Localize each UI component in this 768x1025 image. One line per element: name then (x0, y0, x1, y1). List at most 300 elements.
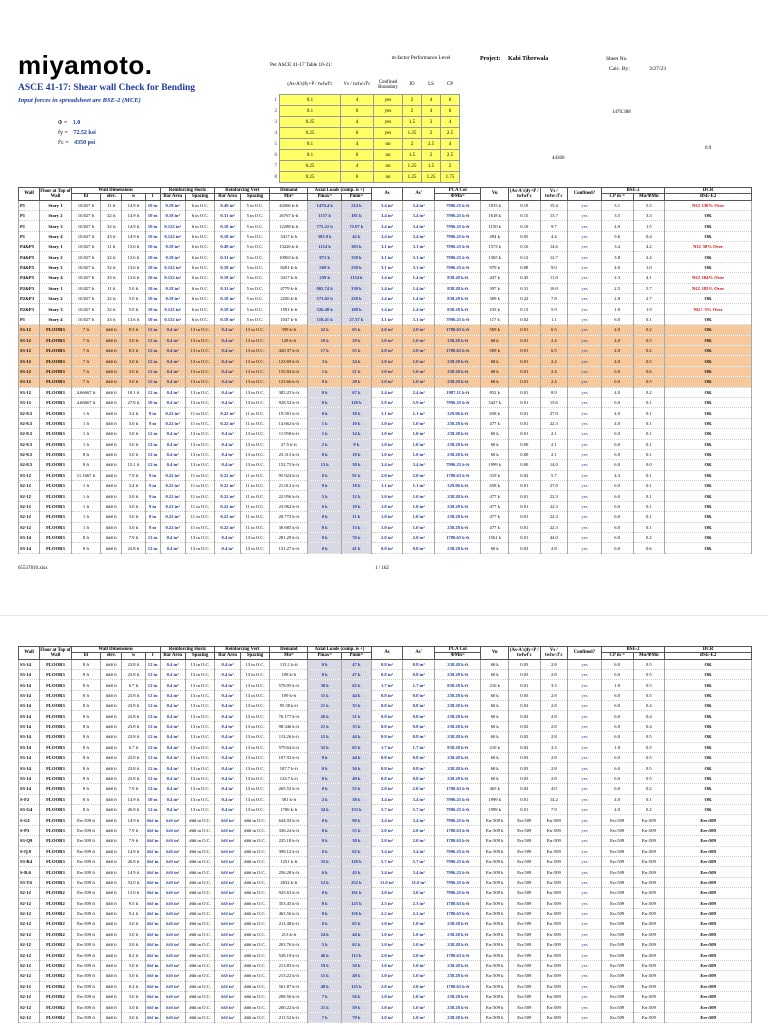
table-cell: 13 in O.C. (185, 742, 215, 752)
table-cell: 11 in O.C. (240, 481, 270, 491)
table-cell: ### in² (215, 1002, 240, 1012)
fy-value[interactable]: 72.52 ksi (73, 130, 96, 136)
table-cell: 2.4 in² (371, 387, 403, 397)
table-cell: 5 in O.C. (240, 210, 270, 220)
perf-cell-io[interactable]: 2 (403, 106, 422, 117)
table-cell: 6.0 (601, 711, 633, 721)
table-cell: 0.4 in² (215, 763, 240, 773)
table-cell: 9 in (145, 501, 160, 511)
table-cell: 0.4 in² (215, 721, 240, 731)
table-cell: 60 k (481, 753, 508, 763)
table-cell: 252 k (342, 877, 372, 887)
table-cell: 12 in (145, 763, 160, 773)
perf-cell-a[interactable]: 0.1 (280, 106, 341, 117)
table-cell: 1.5 (633, 221, 665, 231)
table-cell: 60 k (481, 721, 508, 731)
table-cell: 22.3 (540, 512, 567, 522)
column-header-floor: Floor at Top of Wall (40, 647, 71, 658)
table-cell: Err:509 (665, 992, 752, 1002)
perf-cell-a[interactable]: 0.25 (280, 128, 341, 139)
table-cell: Err:509 (601, 919, 633, 929)
perf-cell-io[interactable]: 1.25 (403, 161, 422, 172)
perf-cell-ls[interactable]: 1.25 (422, 172, 441, 183)
table-cell: ### ft (101, 992, 122, 1002)
perf-cell-ls[interactable]: 4 (422, 106, 441, 117)
table-cell: 11 ft (101, 242, 122, 252)
table-cell: 238.28 k-ft (435, 690, 481, 700)
table-cell: 3.0 ft (122, 960, 145, 970)
table-cell: 12 in (145, 732, 160, 742)
perf-cell-c[interactable]: yes (374, 128, 403, 139)
table-cell: ### in (145, 1002, 160, 1012)
table-cell: 2.5 (601, 283, 633, 293)
table-cell: ### ft (101, 971, 122, 981)
table-cell: OK (665, 501, 752, 511)
table-cell: 5 in O.C. (240, 200, 270, 210)
table-cell: Err:509 (633, 1012, 665, 1022)
table-cell: 4.2 (633, 242, 665, 252)
table-cell: 838.28 k-ft (435, 304, 481, 314)
table-cell: 1 ft (71, 481, 101, 491)
perf-cell-c[interactable]: no (374, 172, 403, 183)
table-cell: 1.0 in² (403, 929, 435, 939)
table-cell: yes (568, 815, 602, 825)
perf-cell-a[interactable]: 0.25 (280, 172, 341, 183)
table-cell: ### in² (215, 929, 240, 939)
table-row (19, 522, 752, 532)
table-cell: 23.8 ft (122, 543, 145, 553)
table-cell: 11 in O.C. (240, 418, 270, 428)
table-cell: 6.0 (601, 784, 633, 794)
table-cell: NG! 58% Over (665, 242, 752, 252)
table-cell: 2.0 in² (371, 825, 403, 835)
table-cell: ### in² (215, 898, 240, 908)
column-subheader-phimn-11: ΦMn= (435, 194, 481, 200)
perf-cell-io[interactable]: 1.25 (403, 128, 422, 139)
table-cell: 6.0 (601, 512, 633, 522)
table-cell: 0 k (308, 481, 342, 491)
table-cell: S2-12 (19, 960, 40, 970)
perf-cell-io[interactable]: 1.5 (403, 117, 422, 128)
table-row (19, 335, 752, 345)
table-cell: Err:509 (633, 940, 665, 950)
table-row (19, 242, 752, 252)
table-cell: 5 k (308, 940, 342, 950)
perf-cell-cp[interactable]: 4 (441, 139, 460, 150)
table-row (19, 784, 752, 794)
table-cell: OK (665, 742, 752, 752)
table-cell: ### in² (160, 1012, 185, 1022)
table-cell: Err:509 (601, 867, 633, 877)
table-cell: FLOOR3 (40, 732, 72, 742)
perf-cell-io[interactable]: 1.25 (403, 172, 422, 183)
table-cell: 3.5 (601, 210, 633, 220)
table-cell: 8 ft (71, 460, 101, 470)
table-cell: 13 in O.C. (240, 460, 270, 470)
perf-cell-io[interactable]: 2 (403, 139, 422, 150)
table-cell: Err:509 (633, 919, 665, 929)
table-cell: ### in (145, 867, 160, 877)
table-cell: 7996.25 k-ft (435, 221, 481, 231)
table-cell: Err:509 (540, 836, 567, 846)
table-cell: 75.07 k (342, 221, 372, 231)
table-cell: Err:509 (508, 940, 540, 950)
table-cell: 13 in O.C. (185, 763, 215, 773)
column-header-horiz: Reinforcing Horiz (160, 647, 215, 653)
table-cell: Err:509 (633, 877, 665, 887)
table-cell: ### in² (215, 856, 240, 866)
table-cell: 1047 k-ft (270, 314, 308, 324)
table-cell: yes (568, 1012, 602, 1022)
table-row (19, 439, 752, 449)
table-cell: 2.0 in² (371, 346, 403, 356)
perf-cell-a[interactable]: 0.1 (280, 139, 341, 150)
phi-value[interactable]: 1.0 (72, 120, 81, 126)
table-cell: 44366 k-ft (270, 200, 308, 210)
table-cell: 5.9 in² (371, 397, 403, 407)
project-name[interactable]: Kabi Tibrewala (508, 56, 549, 62)
perf-cell-b[interactable]: 6 (341, 150, 374, 161)
table-cell: FLOOR3 (40, 794, 72, 804)
perf-row (265, 95, 460, 106)
table-cell: 7 ft (71, 325, 101, 335)
table-cell: ### in O.C. (185, 940, 215, 950)
table-cell: 3.4 in² (403, 200, 435, 210)
column-header-bse2: BSE-2 (601, 188, 664, 194)
table-cell: Err:509 (508, 908, 540, 918)
perf-cell-io[interactable]: 1.5 (403, 150, 422, 161)
table-row (19, 856, 752, 866)
table-cell: 0.2 (633, 387, 665, 397)
perf-cell-a[interactable]: 0.1 (280, 150, 341, 161)
table-cell: 3.1 in² (371, 242, 403, 252)
table-cell: 319 k (481, 470, 508, 480)
table-cell: 1134 k (342, 273, 372, 283)
table-cell: 13 k (342, 522, 372, 532)
table-cell: 76.177 k-ft (270, 711, 308, 721)
table-cell: 6.0 (601, 439, 633, 449)
table-cell: 13 in O.C. (240, 325, 270, 335)
table-cell: 5 in O.C. (240, 262, 270, 272)
perf-cell-cp[interactable]: 2.5 (441, 128, 460, 139)
table-cell: S3-14 (19, 669, 40, 679)
table-cell: 3.4 in² (403, 221, 435, 231)
table-cell: OK (665, 533, 752, 543)
table-cell: 0.5 (633, 335, 665, 345)
table-cell: 1780.63 k-ft (435, 836, 481, 846)
table-cell: ### in (145, 929, 160, 939)
table-cell: 397 k (481, 283, 508, 293)
table-cell: ### ft (101, 1012, 122, 1022)
table-cell: 2.7 (633, 294, 665, 304)
perf-cell-cp[interactable]: 4 (441, 117, 460, 128)
table-cell: 0.01 (508, 794, 540, 804)
column-subheader-phimn-11: ΦMn= (435, 653, 481, 659)
table-cell: ### in² (215, 836, 240, 846)
table-cell: OK (665, 481, 752, 491)
table-cell: P1 (19, 210, 40, 220)
table-cell: 1 k (308, 366, 342, 376)
table-cell: Story 2 (40, 252, 72, 262)
table-cell: 13.7 (540, 210, 567, 220)
table-cell: yes (568, 784, 602, 794)
table-cell: 1.0 in² (403, 512, 435, 522)
table-cell: ### ft (101, 543, 122, 553)
table-cell: yes (568, 753, 602, 763)
table-cell: 13 in O.C. (240, 732, 270, 742)
table-cell: FLOOR3 (40, 763, 72, 773)
table-cell: FLOOR3 (40, 836, 72, 846)
table-cell: S2-12 (19, 992, 40, 1002)
table-cell: 5.9 (540, 304, 567, 314)
perf-cell-b[interactable]: 4 (341, 95, 374, 106)
table-cell: 0.15 (508, 210, 540, 220)
table-cell: P2&P3 (19, 294, 40, 304)
table-cell: 8 ft (71, 805, 101, 815)
table-cell: 9 in (145, 491, 160, 501)
perf-cell-c[interactable]: yes (374, 117, 403, 128)
perf-cell-cp[interactable]: 6 (441, 95, 460, 106)
table-cell: 47 k (342, 669, 372, 679)
table-cell: 13 in O.C. (185, 659, 215, 669)
perf-cell-cp[interactable]: 6 (441, 106, 460, 117)
table-row (19, 732, 752, 742)
table-cell: 5.7 in² (371, 856, 403, 866)
table-cell: Err:509 (508, 856, 540, 866)
table-cell: 0.18 in² (160, 242, 185, 252)
table-cell: ### in (145, 960, 160, 970)
table-cell: ### ft (101, 1002, 122, 1012)
table-cell: 13 in O.C. (185, 543, 215, 553)
table-cell: 2.0 in² (403, 784, 435, 794)
table-cell: ### ft (101, 335, 122, 345)
table-cell: 27.8 ft (122, 397, 145, 407)
table-cell: yes (568, 992, 602, 1002)
perf-cell-ls[interactable]: 4 (422, 95, 441, 106)
table-cell: 0.31 in² (215, 210, 240, 220)
table-cell: ### in (145, 836, 160, 846)
table-cell: 0.4 in² (160, 356, 185, 366)
table-cell: 1.7 in² (371, 742, 403, 752)
table-cell: 4.0 (601, 408, 633, 418)
fc-value[interactable]: 4350 psi (74, 140, 95, 146)
table-cell: 0.8 in² (371, 753, 403, 763)
table-cell: Err:509 (540, 888, 567, 898)
perf-cell-ls[interactable]: 3 (422, 117, 441, 128)
table-cell: 437 k (481, 273, 508, 283)
table-cell: 13 in O.C. (240, 397, 270, 407)
table-cell: 0.4 in² (215, 346, 240, 356)
column-subheader-cpm-12: CP m = (601, 653, 633, 659)
perf-cell-cp[interactable]: 2 (441, 161, 460, 172)
table-cell: 8 ft (71, 449, 101, 459)
table-cell: 32 ft (101, 304, 122, 314)
table-cell: 6.0 (601, 481, 633, 491)
table-cell: 0.122 in² (160, 273, 185, 283)
table-cell: 12 in (145, 356, 160, 366)
table-cell: 7.9 ft (122, 836, 145, 846)
perf-row (265, 150, 460, 161)
table-cell: 4.0 (601, 805, 633, 815)
table-cell: 6.0 (601, 429, 633, 439)
table-cell: 13 in O.C. (185, 325, 215, 335)
table-cell: 6 in O.C. (185, 231, 215, 241)
table-cell: 213.22 k-ft (270, 971, 308, 981)
column-header-dims: Wall Dimensions (71, 647, 160, 653)
table-cell: 13 in O.C. (240, 335, 270, 345)
perf-cell-c[interactable]: no (374, 139, 403, 150)
table-cell: 10 in (145, 794, 160, 804)
table-cell: 3.0 ft (122, 940, 145, 950)
table-cell: 6 k (308, 867, 342, 877)
table-cell: 13.6 ft (122, 314, 145, 324)
table-cell: 578.05 k-ft (270, 680, 308, 690)
table-cell: 7.9 (540, 805, 567, 815)
table-cell: FLOOR3 (40, 784, 72, 794)
perf-cell-cp[interactable]: 2.5 (441, 150, 460, 161)
perf-cell-b[interactable]: 4 (341, 117, 374, 128)
table-cell: FLOOR2 (40, 1012, 72, 1022)
table-cell: ### in² (215, 971, 240, 981)
perf-header-shear: Vs / twlw√f'c (341, 76, 374, 95)
table-cell: 28 k (342, 377, 372, 387)
table-cell: 0.8 in² (403, 659, 435, 669)
column-subheader-t-3: t (145, 653, 160, 659)
table-cell: 1561 k (481, 533, 508, 543)
table-cell: 2.0 in² (403, 981, 435, 991)
table-cell: Err:509 k (481, 836, 508, 846)
table-cell: 2.0 in² (371, 981, 403, 991)
table-cell: 0.4 in² (215, 742, 240, 752)
table-row (19, 908, 752, 918)
table-cell: 34 k (308, 805, 342, 815)
table-cell: ### in² (160, 1002, 185, 1012)
table-cell: ### ft (101, 908, 122, 918)
table-cell: 0.1 (633, 512, 665, 522)
table-cell: FLOOR3 (40, 825, 72, 835)
table-cell: 0.10 (508, 221, 540, 231)
table-cell: 0.00 (508, 449, 540, 459)
table-cell: 13 in O.C. (240, 669, 270, 679)
table-cell: ### ft (101, 325, 122, 335)
perf-cell-a[interactable]: 0.1 (280, 95, 341, 106)
table-cell: 13 in O.C. (185, 346, 215, 356)
table-cell: 0.49 in² (215, 200, 240, 210)
table-cell: Err:509 (665, 836, 752, 846)
table-cell: 0.1 (633, 418, 665, 428)
table-cell: 1.0 in² (371, 522, 403, 532)
table-cell: 0 k (308, 784, 342, 794)
table-cell: 8 ft (71, 680, 101, 690)
table-cell: 11 in O.C. (240, 470, 270, 480)
table-cell: 32 ft (101, 262, 122, 272)
table-row (19, 387, 752, 397)
table-cell: Err:509 k (481, 971, 508, 981)
table-cell: 7 ft (71, 346, 101, 356)
table-cell: 1.0 in² (403, 429, 435, 439)
perf-cell-c[interactable]: no (374, 161, 403, 172)
table-cell: 21 k (308, 1002, 342, 1012)
table-cell: Err:509 ft (71, 856, 101, 866)
perf-cell-cp[interactable]: 1.75 (441, 172, 460, 183)
table-cell: 14.2 (540, 794, 567, 804)
table-cell: OK (665, 252, 752, 262)
column-header-pca: PCA Col (435, 647, 481, 653)
perf-cell-c[interactable]: yes (374, 95, 403, 106)
table-cell: FLOOR3 (40, 418, 72, 428)
table-cell: 6.0 (601, 669, 633, 679)
table-cell: 4.0 (540, 784, 567, 794)
table-cell: 0.4 in² (215, 533, 240, 543)
table-cell: 509 k (481, 325, 508, 335)
table-cell: 3417 k-ft (270, 273, 308, 283)
table-cell: 55 k (342, 825, 372, 835)
perf-cell-a[interactable]: 0.25 (280, 161, 341, 172)
table-cell: 9.5 ft (122, 898, 145, 908)
table-cell: 6.0 (601, 491, 633, 501)
perf-cell-ls[interactable]: 2 (422, 128, 441, 139)
perf-cell-c[interactable]: yes (374, 106, 403, 117)
perf-cell-b[interactable]: 4 (341, 161, 374, 172)
table-cell: 10 in (145, 252, 160, 262)
table-cell: 7.8 (540, 294, 567, 304)
perf-cell-b[interactable]: 6 (341, 106, 374, 117)
table-cell: 1.0 in² (371, 366, 403, 376)
table-cell: 33 k (308, 856, 342, 866)
table-cell: 60 k (481, 732, 508, 742)
table-cell: 44 k (342, 753, 372, 763)
table-cell: Err:509 (540, 992, 567, 1002)
project-label: Project: (480, 56, 501, 62)
perf-cell-ls[interactable]: 2.5 (422, 139, 441, 150)
table-cell: 4.4 (540, 231, 567, 241)
table-cell: 13 in O.C. (185, 449, 215, 459)
perf-cell-b[interactable]: 6 (341, 172, 374, 183)
perf-cell-io[interactable]: 2 (403, 95, 422, 106)
table-cell: 1.0 in² (403, 439, 435, 449)
table-cell: 4.0 (601, 262, 633, 272)
table-cell: 22.3 (540, 522, 567, 532)
table-cell: 5.5 (633, 200, 665, 210)
table-cell: 477 k (481, 501, 508, 511)
table-cell: yes (568, 252, 602, 262)
perf-cell-c[interactable]: no (374, 150, 403, 161)
column-subheader-ht-0: ht (71, 653, 101, 659)
perf-cell-a[interactable]: 0.25 (280, 117, 341, 128)
table-cell: 3 k (308, 356, 342, 366)
table-cell: OK (665, 335, 752, 345)
table-cell: ### ft (101, 346, 122, 356)
table-cell: 22 ft (101, 252, 122, 262)
perf-cell-ls[interactable]: 1.5 (422, 161, 441, 172)
table-row (19, 356, 752, 366)
table-cell: FLOOR3 (40, 877, 72, 887)
perf-cell-ls[interactable]: 2 (422, 150, 441, 161)
table-cell: S-P3 (19, 825, 40, 835)
table-cell: 3.0 ft (122, 522, 145, 532)
table-cell: OK (665, 408, 752, 418)
table-row (19, 460, 752, 470)
table-cell: S2-12 (19, 950, 40, 960)
table-cell: 1.0 in² (371, 418, 403, 428)
table-cell: 2.4 in² (403, 387, 435, 397)
table-cell: 3.0 in² (403, 888, 435, 898)
perf-cell-b[interactable]: 4 (341, 139, 374, 150)
table-cell: 8 ft (71, 763, 101, 773)
perf-cell-b[interactable]: 6 (341, 128, 374, 139)
calc-date[interactable]: 3/27/23 (649, 66, 666, 72)
perf-cell-n: 8 (274, 174, 277, 180)
